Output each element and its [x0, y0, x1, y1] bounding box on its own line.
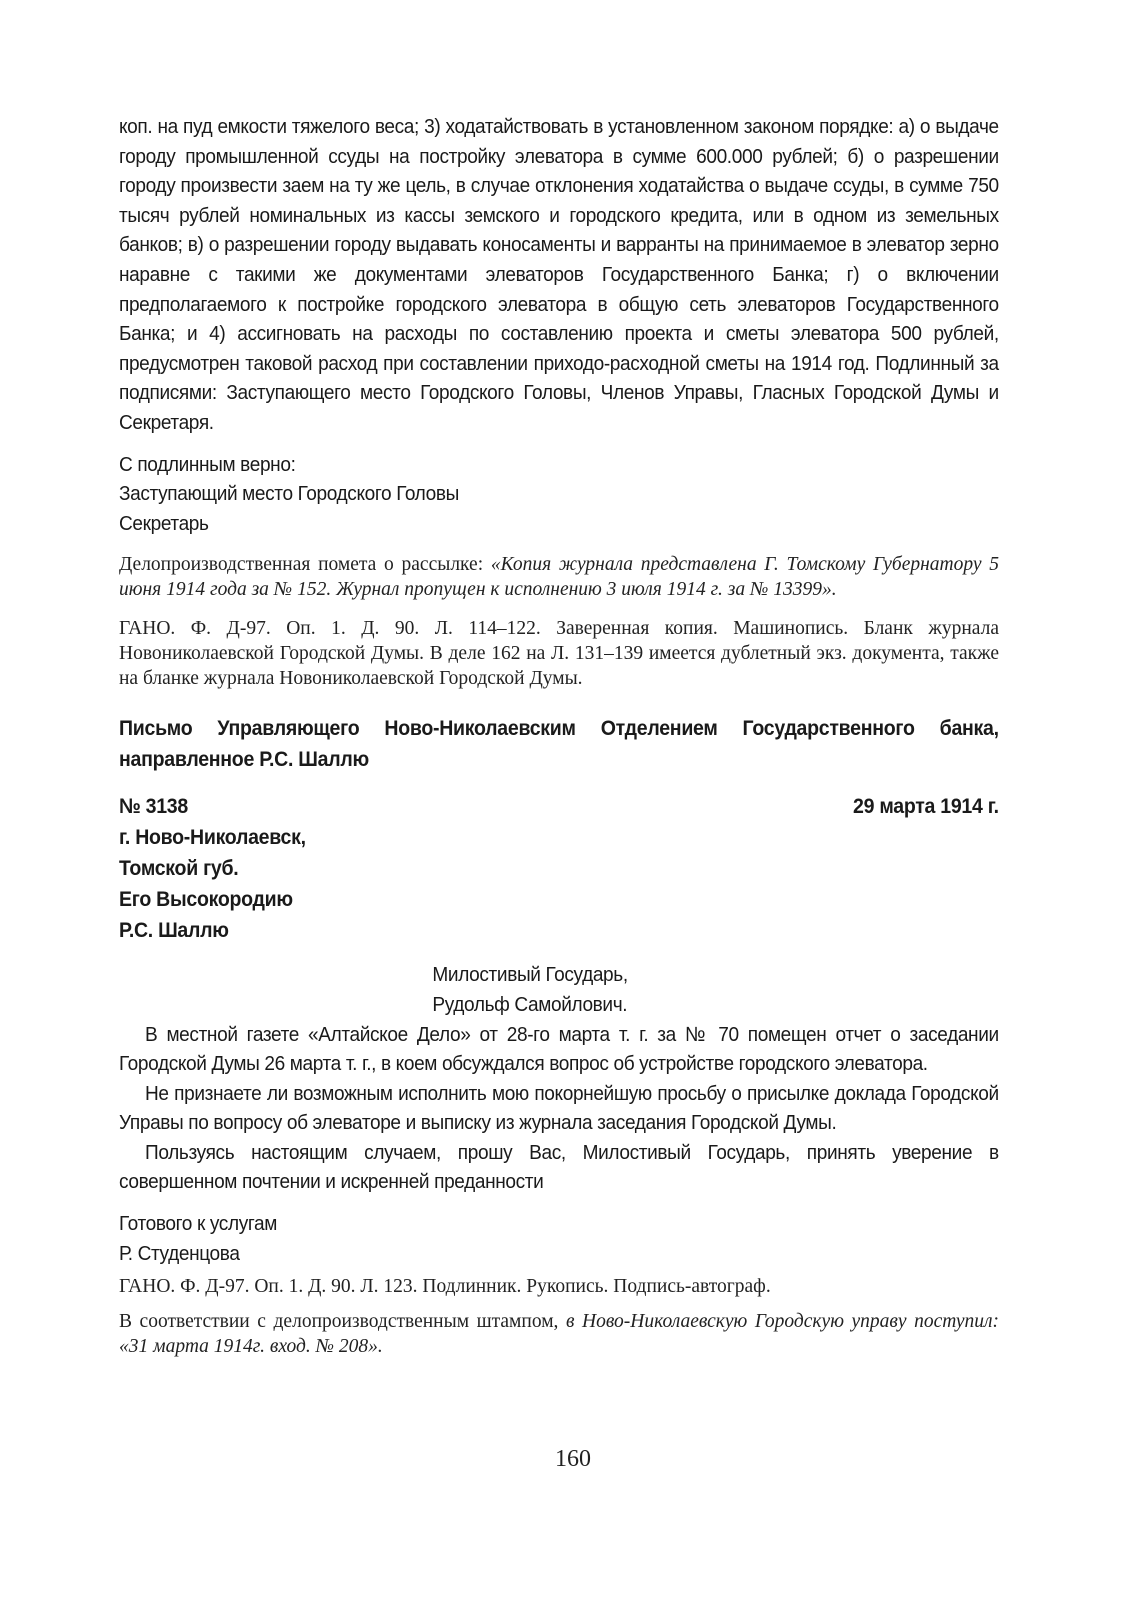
deputy-line: Заступающий место Городского Головы: [119, 482, 459, 506]
doc1-body: коп. на пуд емкости тяжелого веса; 3) ходатайствовать в установленном законом порядке: а) о выдаче городу промышленной ссуды на постройку элеватора в сумме 600.000 рублей; б) о разрешении городу произвести заем на ту же цель, в случае отклонения ходатайства о выдаче ссуды, в сумме 750 тысяч рублей номинальных из кассы земского и городского кредита, или в одном из земельных банков; в) о разрешении городу выдавать коносаменты и варранты на принимаемое в элеватор зерно наравне с такими же документами элеваторов Государственного Банка; г) о включении предполагаемого к постройке городского элеватора в общую сеть элеваторов Государственного Банка; и 4) ассигновать на расходы по составлению проекта и сметы элеватора 500 рублей, предусмотрен таковой расход при составлении приходо-расходной сметы на 1914 год. Подлинный за подписями: Заступающего место Городского Головы, Членов Управы, Гласных Городской Думы и Секретаря.: [119, 115, 999, 434]
stamp-note-prefix: В соответствии с делопроизводственным штампом,: [119, 1311, 566, 1333]
doc2-addressee-name: Р.С. Шаллю: [119, 919, 229, 943]
salutation-line-1: Милостивый Государь,: [432, 963, 628, 987]
doc2-archive-reference: ГАНО. Ф. Д-97. Оп. 1. Д. 90. Л. 123. Подлинник. Рукопись. Подпись-автограф.: [119, 1276, 771, 1298]
doc1-mailing-note: [119, 552, 999, 602]
doc2-place-province: Томской губ.: [119, 857, 239, 881]
secretary-line: Секретарь: [119, 511, 209, 535]
doc2-addressee-title: Его Высокородию: [119, 888, 293, 912]
stamp-note-italic: в Ново-Николаевскую Городскую управу поступил: «31 марта 1914г. вход. № 208».: [119, 1311, 999, 1358]
doc2-letter-body: [119, 960, 999, 1268]
signature-line: Р. Студенцова: [119, 1241, 240, 1265]
note-prefix: Делопроизводственная помета о рассылке:: [119, 554, 491, 576]
letter-paragraph-1: В местной газете «Алтайское Дело» от 28-го марта т. г. за № 70 помещен отчет о заседании Городской Думы 26 марта т. г., в коем обсуждался вопрос об устройстве городского элеватора.: [119, 1022, 999, 1076]
doc2-title: Письмо Управляющего Ново-Николаевским Отделением Государственного банка, направленное Р.С. Шаллю: [119, 717, 999, 772]
salutation-line-2: Рудольф Самойлович.: [432, 992, 628, 1016]
doc1-text-block: [119, 112, 999, 538]
doc2-place-city: г. Ново-Николаевск,: [119, 826, 306, 850]
closing-line: Готового к услугам: [119, 1212, 278, 1236]
doc2-number: № 3138: [119, 795, 188, 819]
doc2-stamp-note: [119, 1309, 999, 1359]
doc2-title-block: [119, 713, 999, 946]
certify-line: С подлинным верно:: [119, 452, 296, 476]
letter-paragraph-3: Пользуясь настоящим случаем, прошу Вас, Милостивый Государь, принять уверение в совершенном почтении и искренней преданности: [119, 1140, 999, 1194]
doc2-date: 29 марта 1914 г.: [853, 795, 999, 819]
letter-paragraph-2: Не признаете ли возможным исполнить мою покорнейшую просьбу о присылке доклада Городской Управы по вопросу об элеваторе и выписку из журнала заседания Городской Думы.: [119, 1081, 999, 1135]
doc1-archive-reference: ГАНО. Ф. Д-97. Оп. 1. Д. 90. Л. 114–122. Заверенная копия. Машинопись. Бланк журнала Новониколаевской Городской Думы. В деле 162 на Л. 131–139 имеется дублетный экз. документа, также на бланке журнала Новониколаевской Городской Думы.: [119, 618, 999, 690]
document-page: [119, 112, 999, 1359]
page-number: 160: [555, 1446, 591, 1472]
note-italic: «Копия журнала представлена Г. Томскому Губернатору 5 июня 1914 года за № 152. Журнал пропущен к исполнению 3 июля 1914 г. за № 13399».: [119, 554, 1000, 601]
doc2-number-date-row: [119, 791, 999, 822]
